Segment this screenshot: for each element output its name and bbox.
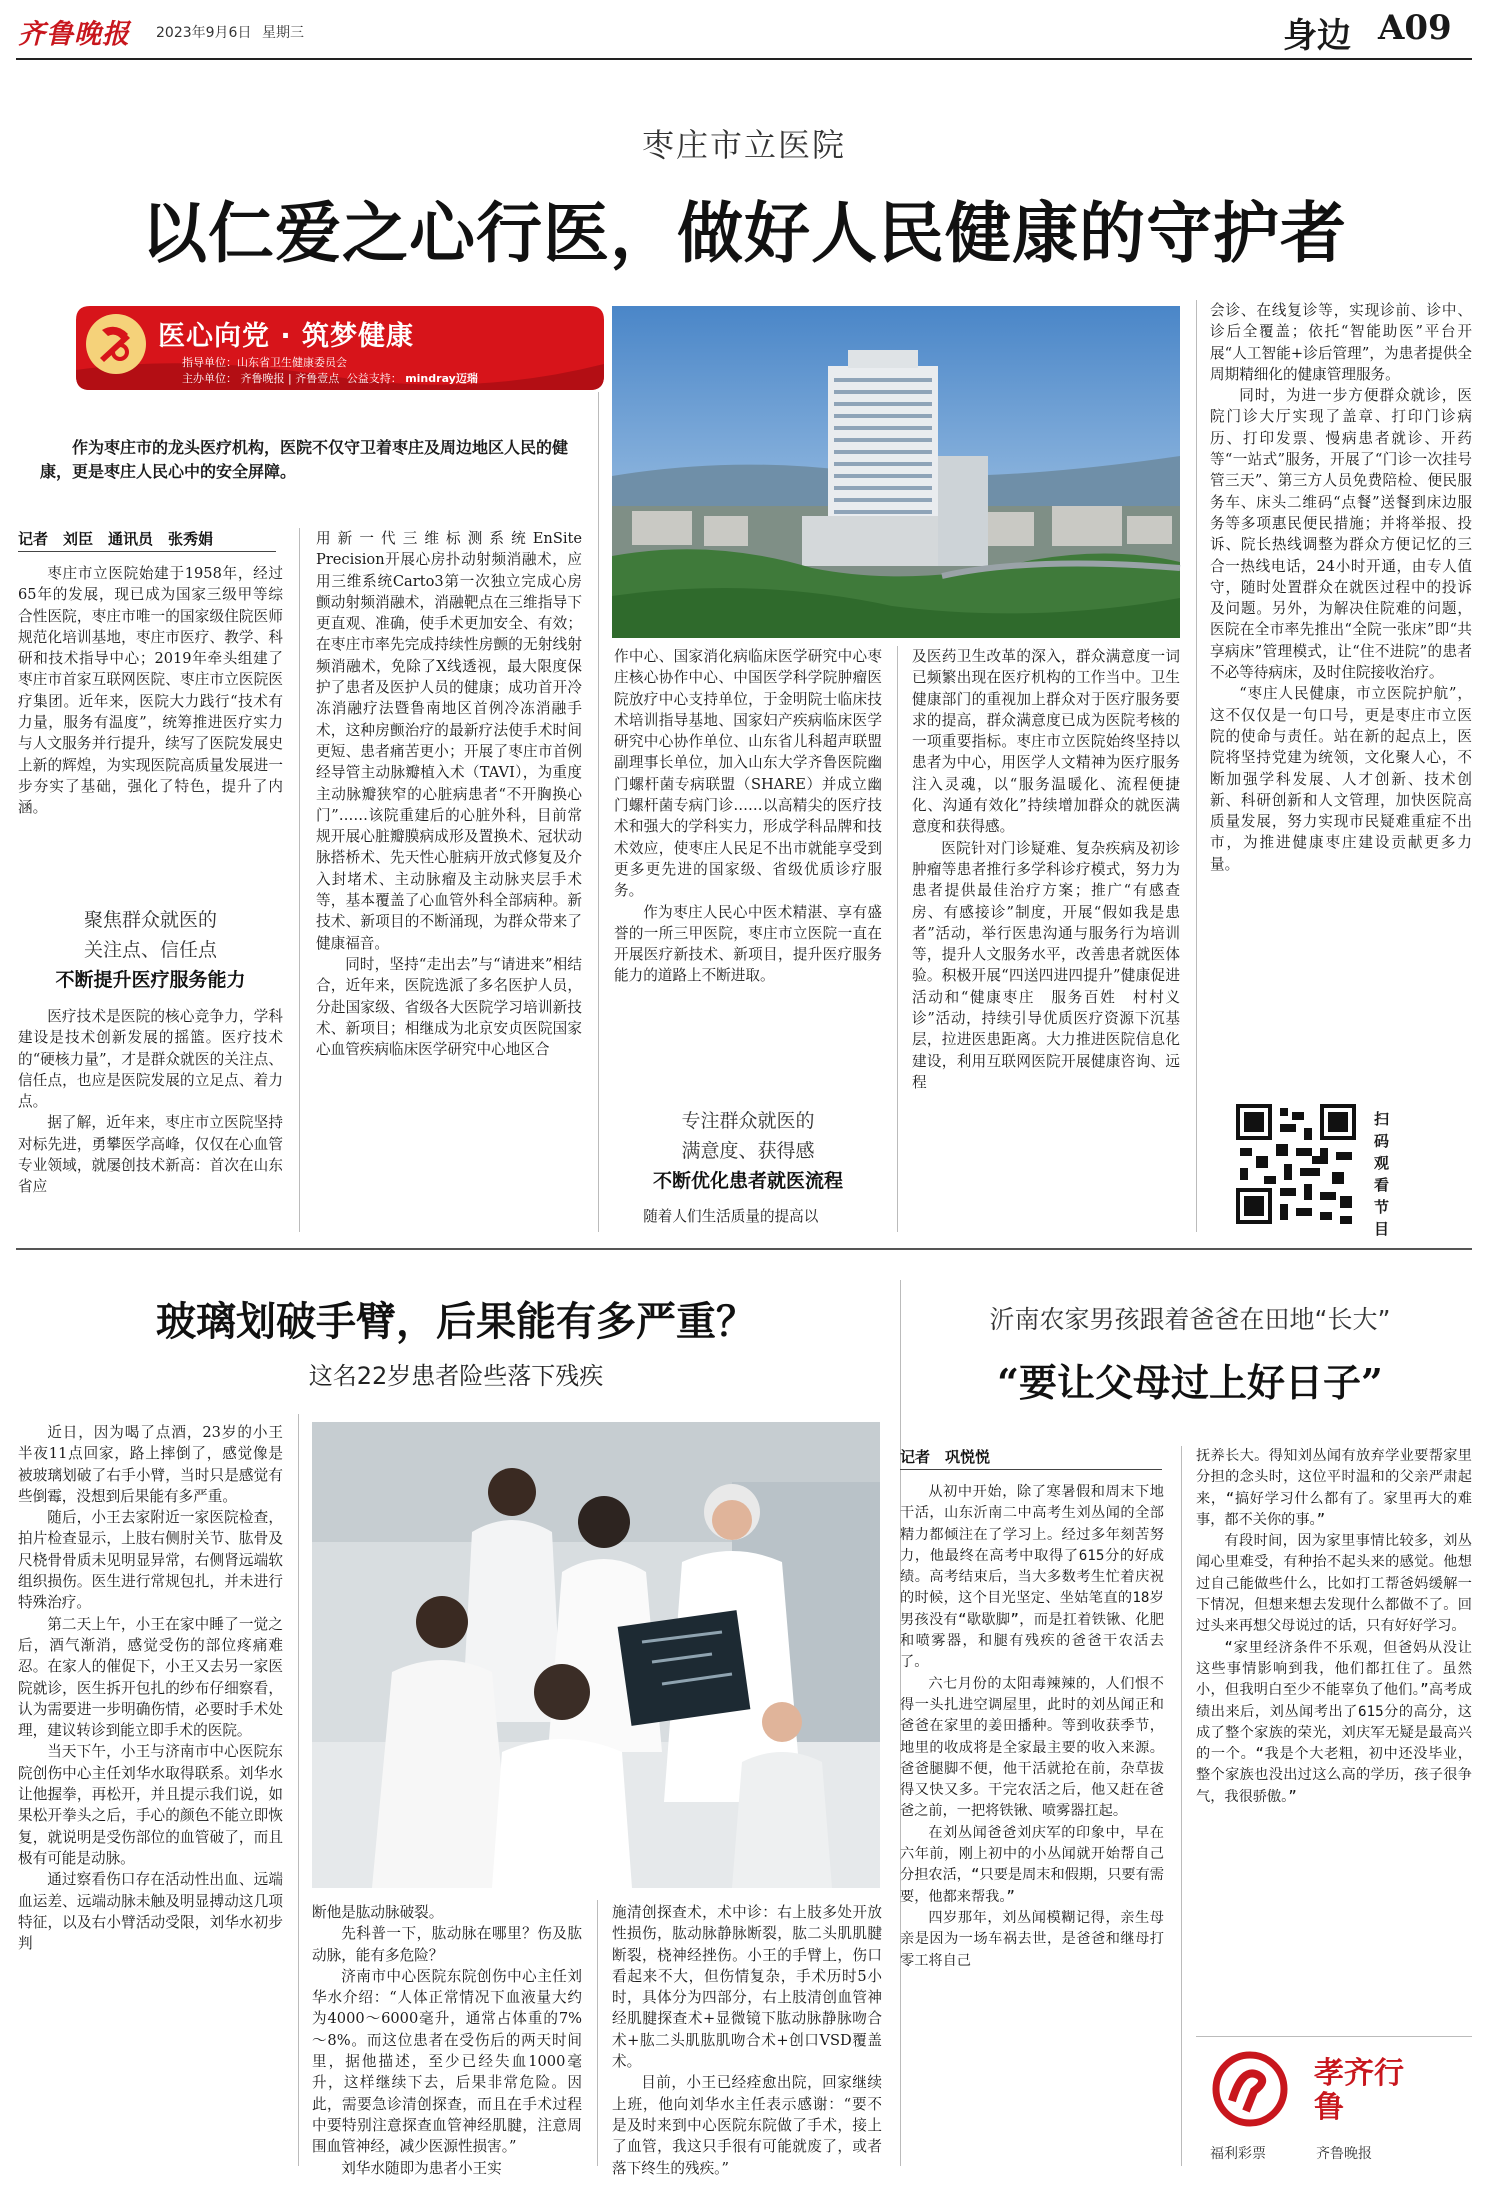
col-divider xyxy=(1181,1446,1182,2166)
story2-col3 xyxy=(612,1902,882,2177)
story2-col1 xyxy=(18,1422,283,2166)
col-divider xyxy=(897,646,898,1232)
story2-paragraph: 通过察看伤口存在活动性出血、远端血运差、远端动脉未触及明显搏动这几项特征，以及右小臂活动受限，刘华水初步判 xyxy=(18,1871,283,1953)
story2-paragraph: 先科普一下，肱动脉在哪里？伤及肱动脉，能有多危险？ xyxy=(312,1925,582,1964)
story1-byline: 记者 刘臣 通讯员 张秀娟 xyxy=(18,530,214,548)
story1-col3 xyxy=(614,646,882,1100)
story3-col1 xyxy=(900,1482,1164,2166)
doctors-photo xyxy=(312,1422,880,1888)
story1-subhead2 xyxy=(614,1106,882,1196)
story1-paragraph: 随着人们生活质量的提高以 xyxy=(643,1208,819,1225)
story3-paragraph: 从初中开始，除了寒暑假和周末下地干活，山东沂南二中高考生刘丛闻的全部精力都倾注在了学习上。经过多年刻苦努力，他最终在高考中取得了615分的好成绩。高考结束后，当大多数考生忙着庆祝的时候，这个目光坚定、坐姑笔直的18岁男孩没有“歇歇脚”，而是扛着铁锹、化肥和喷雾器，和腿有残疾的爸爸干农活去了。 xyxy=(900,1484,1164,1671)
byline-rule xyxy=(900,1469,1162,1470)
story3-col2 xyxy=(1196,1446,1472,2026)
story1-paragraph: 作为枣庄人民心中医术精湛、享有盛誉的一所三甲医院，枣庄市立医院一直在开展医疗新技术、新项目，提升医疗服务能力的道路上不断进取。 xyxy=(614,903,882,985)
col-divider xyxy=(1196,300,1197,1232)
story1-paragraph: 及医药卫生改革的深入，群众满意度一词已频繁出现在医疗机构的工作当中。卫生健康部门的重视加上群众对于医疗服务要求的提高，群众满意度已成为医院考核的一项重要指标。枣庄市立医院始终坚持以患者为中心，用医学人文精神为医疗服务注入灵魂，以“服务温暖化、流程便捷化、沟通有效化”持续增加群众的就医满意度和获得感。 xyxy=(912,648,1180,836)
story2-paragraph: 当天下午，小王与济南市中心医院东院创伤中心主任刘华水取得联系。刘华水让他握拳，再松开，并且提示我们说，如果松开拳头之后，手心的颜色不能立即恢复，就说明是受伤部位的血管破了，而且极有可能是动脉。 xyxy=(18,1743,283,1867)
story1-paragraph: 用新一代三维标测系统EnSite Precision开展心房扑动射频消融术，应用三维系统Carto3第一次独立完成心房颤动射频消融术，消融靶点在三维指导下更直观、准确，使手术更加安全、有效；在枣庄市率先完成持续性房颤的无射线射频消融术，免除了X线透视，最大限度保护了患者及医护人员的健康；成功首开冷冻消融疗法暨鲁南地区首例冷冻消融手术，这种房颤治疗的最新疗法使手术时间更短、患者痛苦更小；开展了枣庄市首例经导管主动脉瓣植入术（TAVI），为重度主动脉瓣狭窄的心脏病患者“不开胸换心门”……该院重建后的心脏外科，目前常规开展心脏瓣膜病成形及置换术、冠状动脉搭桥术、先天性心脏病开放式修复及介入封堵术、主动脉瘤及主动脉夹层手术等，基本覆盖了心血管外科全部病种。新技术、新项目的不断涌现，为群众带来了健康福音。 xyxy=(316,530,582,952)
story2-paragraph: 目前，小王已经痊愈出院，回家继续上班，他向刘华水主任表示感谢：“要不是及时来到中心医院东院做了手术，接上了血管，我这只手很有可能就废了，或者落下终生的残疾。” xyxy=(612,2074,882,2177)
campaign-banner xyxy=(70,300,610,396)
story1-kicker: 枣庄市立医院 xyxy=(641,126,846,164)
story1-paragraph: 会诊、在线复诊等，实现诊前、诊中、诊后全覆盖；依托“智能助医”平台开展“人工智能+诊后管理”，为患者提供全周期精细化的健康管理服务。 xyxy=(1210,302,1472,383)
byline-rule xyxy=(18,551,276,552)
story1-paragraph: 作中心、国家消化病临床医学研究中心枣庄核心协作中心、中国医学科学院肿瘤医院放疗中心支持单位，于金明院士临床技术培训指导基地、国家妇产疾病临床医学研究中心协作单位、山东省儿科超声联盟副理事长单位，加入山东大学齐鲁医院幽门螺杆菌专病联盟（SHARE）并成立幽门螺杆菌专病门诊……以高精尖的医疗技术和强大的学科实力，形成学科品牌和技术效应，使枣庄人民足不出市就能享受到更多更先进的国家级、省级优质诊疗服务。 xyxy=(614,648,882,900)
story3-paragraph: “家里经济条件不乐观，但爸妈从没让这些事情影响到我，他们都扛住了。虽然小，但我明白至少不能辜负了他们。”高考成绩出来后，刘丛闻考出了615分的高分，这成了整个家族的荣光，刘庆军无疑是最高兴的一个。“我是个大老粗，初中还没毕业，整个家族也没出过这么高的学历，孩子很争气，我很骄傲。” xyxy=(1196,1639,1472,1805)
story1-paragraph: 医院针对门诊疑难、复杂疾病及初诊肿瘤等患者推行多学科诊疗模式，努力为患者提供最佳治疗方案；推广“有感查房、有感接诊”制度，开展“假如我是患者”活动，举行医患沟通与服务行为培训等，提升人文服务水平，改善患者就医体验。积极开展“四送四进四提升”健康促进活动和“健康枣庄 服务百姓 村村义诊”活动，持续引导优质医疗资源下沉基层，拉进医患距离。大力推进医院信息化建设，利用互联网医院开展健康咨询、远程 xyxy=(912,839,1180,1091)
story1-paragraph: 据了解，近年来，枣庄市立医院坚持对标先进，勇攀医学高峰，仅仅在心血管专业领域，就屡创技术新高：首次在山东省应 xyxy=(18,1114,283,1196)
story2-paragraph: 施清创探查术，术中诊：右上肢多处开放性损伤，肱动脉静脉断裂，肱二头肌肌腱断裂，桡神经挫伤。小王的手臂上，伤口看起来不大，但伤情复杂，手术历时5小时，具体分为四部分，右上肢清创血管神经肌腱探查术+显微镜下肱动脉静脉吻合术+肱二头肌肱肌吻合术+创口VSD覆盖术。 xyxy=(612,1904,882,2071)
subhead-line: 满意度、获得感 xyxy=(681,1140,815,1162)
story1-paragraph: 医疗技术是医院的核心竞争力，学科建设是技术创新发展的摇篮。医疗技术的“硬核力量”，才是群众就医的关注点、信任点，也应是医院发展的立足点、着力点。 xyxy=(18,1008,283,1111)
story2-paragraph: 近日，因为喝了点酒，23岁的小王半夜11点回家，路上摔倒了，感觉像是被玻璃划破了右手小臂，当时只是感觉有些倒霉，没想到后果能有多严重。 xyxy=(18,1424,283,1505)
story2-col2 xyxy=(312,1902,582,2177)
story1-paragraph: 同时，为进一步方便群众就诊，医院门诊大厅实现了盖章、打印门诊病历、打印发票、慢病患者就诊、开药等“一站式”服务，开展了“门诊一次挂号管三天”、第三方人员免费陪检、便民服务车、床头二维码“点餐”送餐到床边服务等多项惠民便民措施；并将举报、投诉、院长热线调整为群众方便记忆的三合一热线电话，24小时开通，由专人值守，随时处置群众在就医过程中的投诉及问题。另外，为解决住院难的问题，医院在全市率先推出“全院一张床”即“共享病床”管理模式，让“住不进院”的患者不必等待病床，及时住院接收治疗。 xyxy=(1210,387,1472,682)
qr-caption: 扫码观看节目 xyxy=(1374,1110,1390,1238)
col-divider xyxy=(597,1900,598,2166)
story3-byline: 记者 巩悦悦 xyxy=(900,1448,991,1466)
story2-subhead: 这名22岁患者险些落下残疾 xyxy=(308,1362,604,1390)
story1-col1 xyxy=(18,563,283,895)
masthead-rule xyxy=(16,58,1472,60)
story3-kicker: 沂南农家男孩跟着爸爸在田地“长大” xyxy=(989,1305,1391,1334)
welfare-lottery-logo-icon xyxy=(1210,2049,1290,2129)
subhead-line: 不断优化患者就医流程 xyxy=(652,1170,843,1192)
story1-lead: 作为枣庄市的龙头医疗机构，医院不仅守卫着枣庄及周边地区人民的健康，更是枣庄人民心中的安全屏障。 xyxy=(40,438,569,481)
story1-paragraph: 同时，坚持“走出去”与“请进来”相结合，近年来，医院选派了多名医护人员，分赴国家级、省级各大医院学习培训新技术、新项目；相继成为北京安贞医院国家心血管疾病临床医学研究中心地区合 xyxy=(316,955,582,1059)
qr-code[interactable] xyxy=(1232,1100,1360,1228)
banner-title: 医心向党 · 筑梦健康 xyxy=(158,321,415,352)
story2-paragraph: 刘华水随即为患者小王实 xyxy=(341,2159,502,2177)
col-divider xyxy=(299,528,300,1232)
story3-paragraph: 四岁那年，刘丛闻模糊记得，亲生母亲是因为一场车祸去世，是爸爸和继母打零工将自己 xyxy=(900,1909,1164,1969)
issue-weekday: 星期三 xyxy=(262,25,304,41)
story1-paragraph: 枣庄市立医院始建于1958年，经过65年的发展，现已成为国家三级甲等综合性医院，枣庄市唯一的国家级住院医师规范化培训基地，枣庄市医疗、教学、科研和技术指导中心；2019年牵头组建了枣庄市首家互联网医院、枣庄市立医院医疗集团。近年来，医院大力践行“技术有力量，服务有温度”，统筹推进医疗实力与人文服务并行提升，续写了医院发展史上新的辉煌，为实现医院高质量发展进一步夯实了基础，强化了特色，提升了内涵。 xyxy=(18,565,283,817)
subhead-line: 专注群众就医的 xyxy=(681,1110,815,1132)
col-divider xyxy=(298,1414,299,2166)
ad-slogan: 孝齐行鲁 xyxy=(1314,2056,1404,2125)
hospital-photo xyxy=(612,306,1180,638)
story2-paragraph: 断他是肱动脉破裂。 xyxy=(312,1904,444,1921)
story2-headline: 玻璃划破手臂，后果能有多严重？ xyxy=(156,1298,756,1345)
story2-paragraph: 第二天上午，小王在家中睡了一觉之后，酒气渐消，感觉受伤的部位疼痛难忍。在家人的催促下，小王又去另一家医院就诊，医生拆开包扎的纱布仔细察看，认为需要进一步明确伤情，必要时手术处理，建议转诊到能立即手术的医院。 xyxy=(18,1615,283,1740)
section-name: 身边 xyxy=(1283,16,1351,56)
lottery-ad[interactable] xyxy=(1196,2036,1472,2170)
banner-support-brand: mindray迈瑞 xyxy=(405,372,478,385)
story3-paragraph: 在刘丛闻爸爸刘庆军的印象中，早在六年前，刚上初中的小丛闻就开始帮自己分担农活，“只要是周末和假期，只要有需要，他都来帮我。” xyxy=(900,1824,1164,1905)
story2-paragraph: 济南市中心医院东院创伤中心主任刘华水介绍：“人体正常情况下血液量大约为4000～6000毫升，通常占体重的7%～8%。而这位患者在受伤后的两天时间里，据他描述，至少已经失血1000毫升，这样继续下去，后果非常危险。因此，需要急诊清创探查，而且在手术过程中要特别注意探查血管神经肌腱，注意周围血管神经，减少医源性损害。” xyxy=(312,1967,582,2156)
col-divider xyxy=(598,392,599,1232)
story1-col5 xyxy=(1210,300,1472,1066)
story3-paragraph: 抚养长大。得知刘丛闻有放弃学业要帮家里分担的念头时，这位平时温和的父亲严肃起来，“搞好学习什么都有了。家里再大的难事，都不关你的事。” xyxy=(1196,1448,1472,1528)
banner-guide-unit: 指导单位：山东省卫生健康委员会 xyxy=(182,356,347,369)
section-rule xyxy=(16,1248,1472,1250)
story1-col2 xyxy=(316,528,582,1232)
page-number: A09 xyxy=(1378,8,1452,48)
masthead xyxy=(0,0,1488,58)
story1-col3c xyxy=(614,1206,882,1230)
story1-col4 xyxy=(912,646,1180,1232)
banner-host-label: 主办单位： xyxy=(182,372,237,385)
story2-paragraph: 随后，小王去家附近一家医院检查，拍片检查显示，上肢右侧肘关节、肱骨及尺桡骨骨质未见明显异常，右侧肾远端软组织损伤。医生进行常规包扎，并未进行特殊治疗。 xyxy=(18,1509,283,1612)
story1-subhead1 xyxy=(18,905,283,995)
subhead-line: 关注点、信任点 xyxy=(83,939,217,961)
story1-headline: 以仁爱之心行医，做好人民健康的守护者 xyxy=(141,194,1347,272)
story3-paragraph: 有段时间，因为家里事情比较多，刘丛闻心里难受，有种抬不起头来的感觉。他想过自己能做些什么，比如打工帮爸妈缓解一下情况，但想来想去发现什么都做不了。回过头来再想父母说过的话，只有好好学习。 xyxy=(1196,1533,1472,1635)
ad-brand-lottery: 福利彩票 xyxy=(1210,2146,1266,2162)
ad-brand-paper: 齐鲁晚报 xyxy=(1316,2146,1372,2162)
subhead-line: 不断提升医疗服务能力 xyxy=(55,969,246,991)
paper-name: 齐鲁晚报 xyxy=(18,19,130,50)
story1-col1b xyxy=(18,1006,283,1232)
story3-headline: “要让父母过上好日子” xyxy=(997,1360,1383,1405)
story1-paragraph: “枣庄人民健康，市立医院护航”，这不仅仅是一句口号，更是枣庄市立医院的使命与责任。站在新的起点上，医院将坚持党建为统领，文化聚人心，不断加强学科发展、人才创新、技术创新、科研创新和人文管理，加快医院高质量发展，努力实现市民疑难重症不出市，为推进健康枣庄建设贡献更多力量。 xyxy=(1210,685,1472,873)
banner-support-label: 公益支持： xyxy=(346,372,402,385)
subhead-line: 聚焦群众就医的 xyxy=(83,909,217,931)
banner-host-line xyxy=(182,370,478,386)
story3-paragraph: 六七月份的太阳毒辣辣的，人们恨不得一头扎进空调屋里，此时的刘丛闻正和爸爸在家里的姜田播种。等到收获季节，地里的收成将是全家最主要的收入来源。爸爸腿脚不便，他干活就抢在前，杂草拔得又快又多。干完农活之后，他又赶在爸爸之前，一把将铁锹、喷雾器扛起。 xyxy=(900,1675,1164,1820)
banner-host-logos: 齐鲁晚报 | 齐鲁壹点 xyxy=(240,372,340,385)
issue-date: 2023年9月6日 xyxy=(156,25,252,41)
